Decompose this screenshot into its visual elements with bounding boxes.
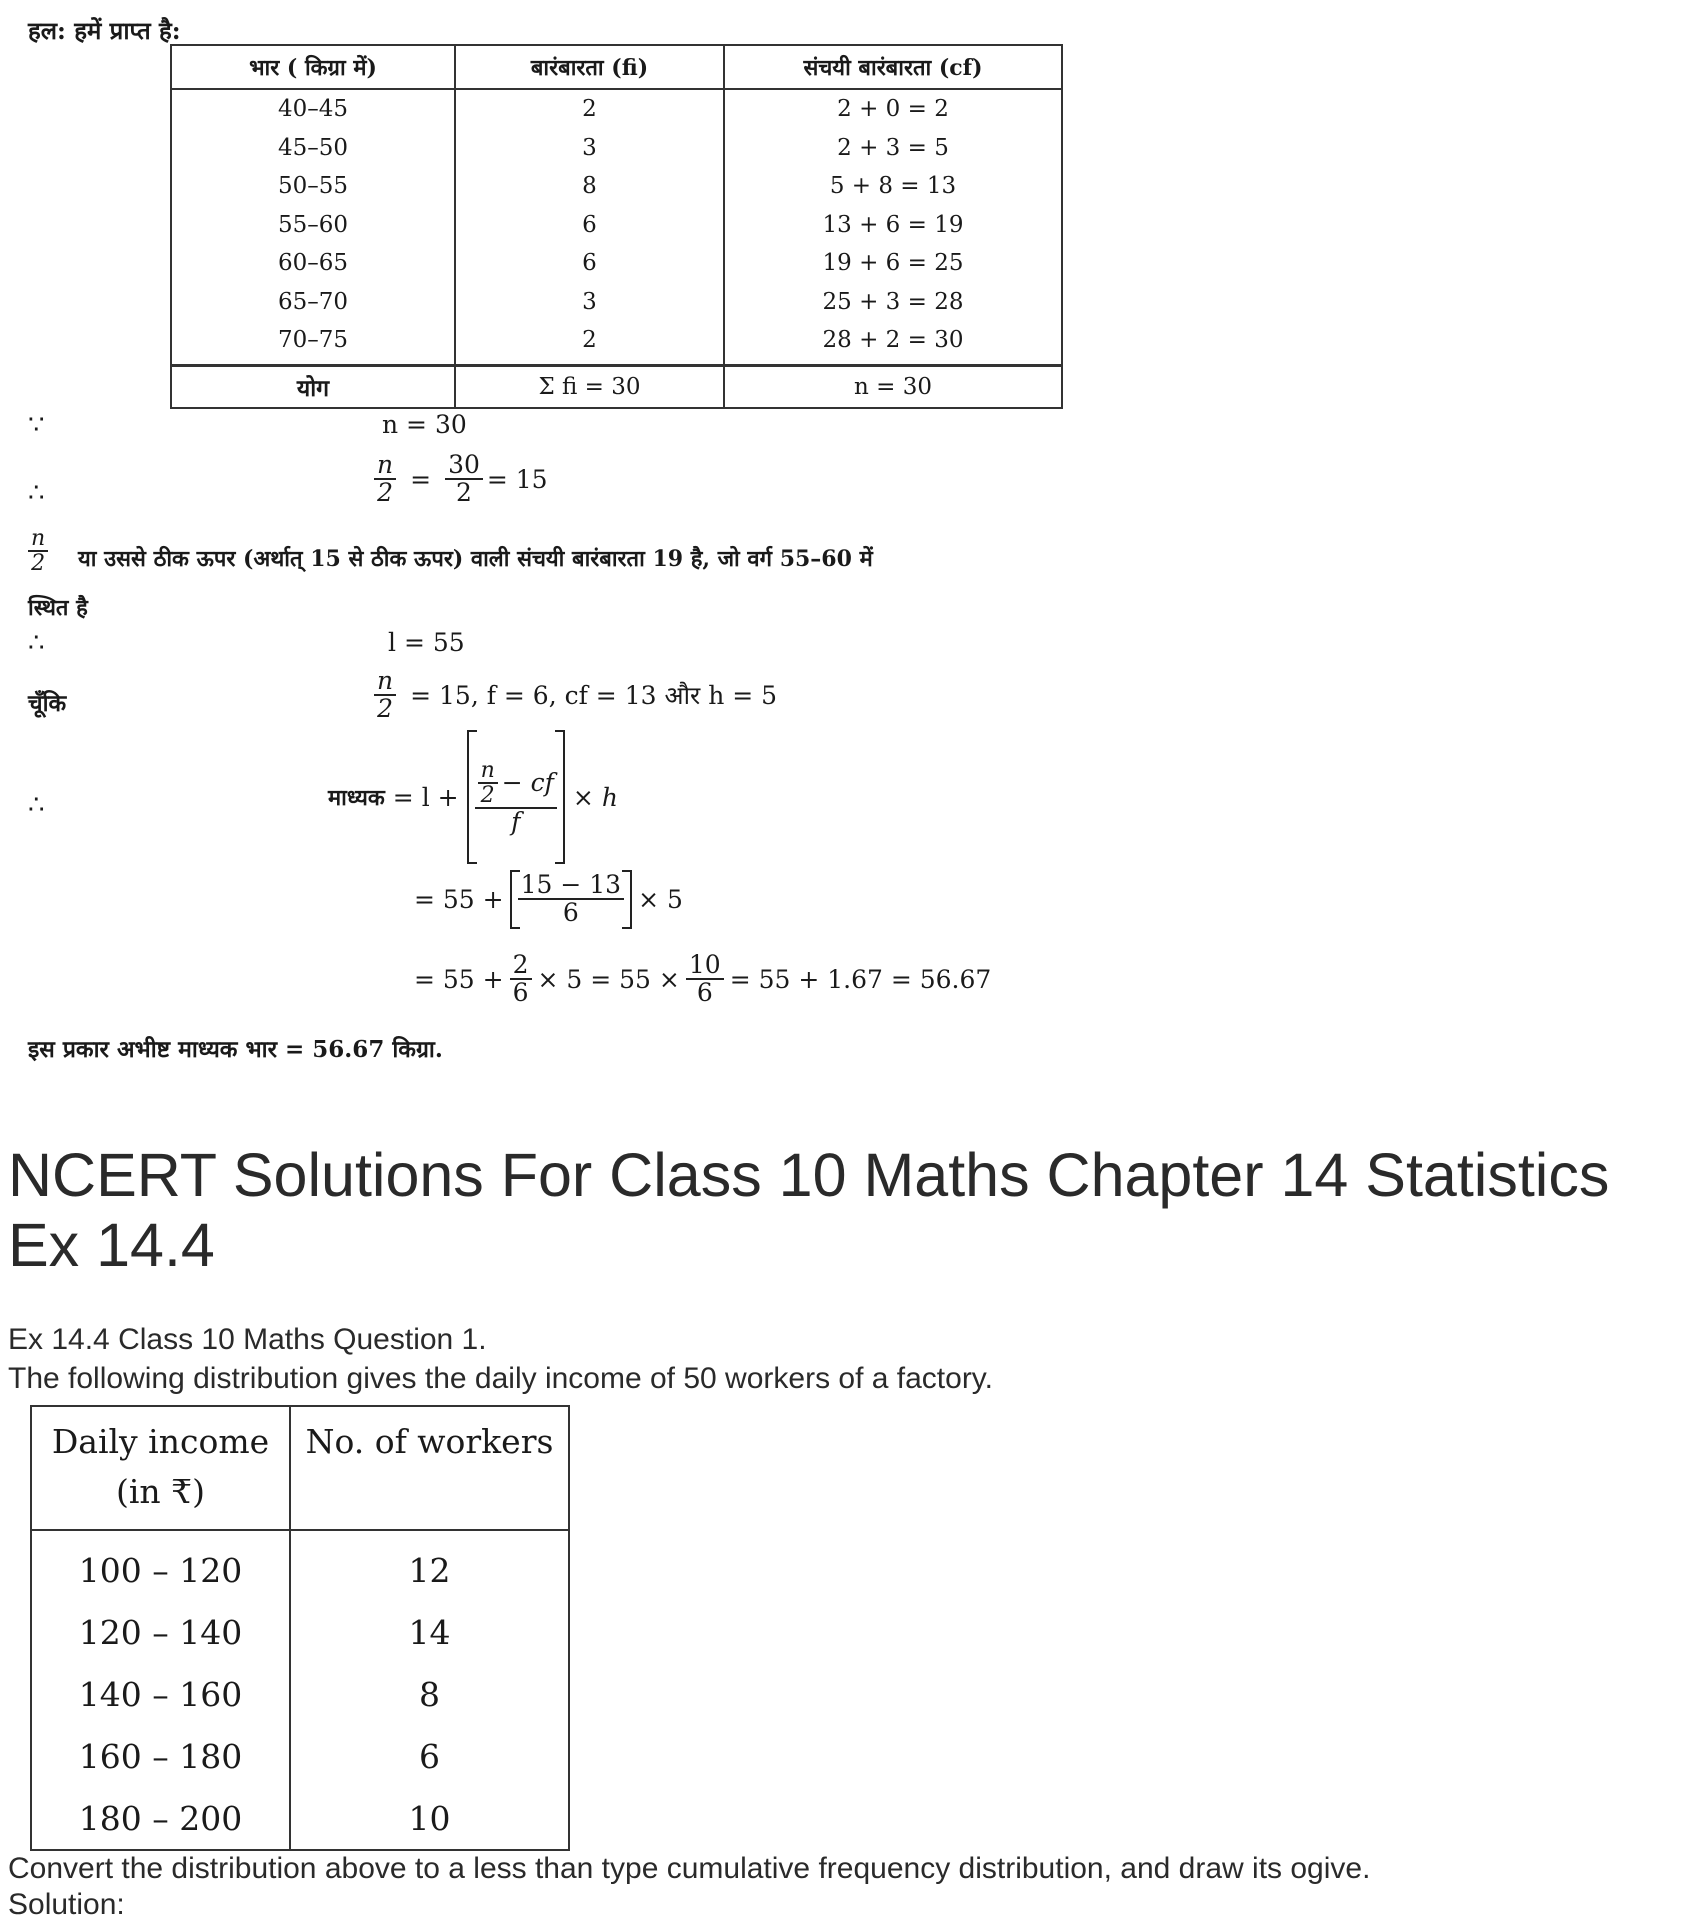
- cell-f: 2: [455, 89, 724, 129]
- explanation-line-1: या उससे ठीक ऊपर (अर्थात् 15 से ठीक ऊपर) वाली संचयी बारंबारता 19 है, जो वर्ग 55–60 में: [78, 546, 873, 572]
- cell-weight: 45–50: [171, 129, 455, 168]
- numerator: 30: [445, 452, 483, 480]
- cell-f: 2: [455, 321, 724, 365]
- table-row: [31, 1530, 569, 1601]
- step2-mid: × 5 = 55 ×: [537, 964, 680, 994]
- result-15: = 15: [486, 464, 548, 494]
- header-frequency: बारंबारता (fi): [455, 45, 724, 89]
- formula-numerator: [475, 759, 557, 809]
- cell-workers: 8: [290, 1663, 569, 1725]
- given-values: = 15, f = 6, cf = 13 और h = 5: [410, 681, 778, 711]
- cell-income: 100 – 120: [31, 1530, 290, 1601]
- cell-weight: 65–70: [171, 283, 455, 322]
- table-row: [171, 89, 1062, 129]
- median-step-2: [414, 952, 991, 1007]
- instruction-text: Convert the distribution above to a less than type cumulative frequency distribution, and draw its ogive.: [8, 1852, 1371, 1885]
- numerator: 2: [510, 952, 532, 980]
- cell-workers: 6: [290, 1725, 569, 1787]
- fraction-n-over-2: [374, 668, 396, 723]
- cell-f: 3: [455, 129, 724, 168]
- denominator: 2: [377, 478, 393, 508]
- fraction-n-over-2: [478, 759, 498, 807]
- table-header-row: [31, 1406, 569, 1530]
- cell-income: 120 – 140: [31, 1601, 290, 1663]
- median-word: माध्यक: [328, 785, 385, 811]
- therefore-symbol: ∴: [28, 790, 45, 820]
- table-row: [171, 244, 1062, 283]
- question-text: The following distribution gives the daily income of 50 workers of a factory.: [8, 1362, 993, 1395]
- explanation-line-2: स्थित है: [28, 595, 88, 621]
- denominator: 6: [696, 978, 713, 1008]
- cell-cf: 2 + 0 = 2: [724, 89, 1062, 129]
- total-label: योग: [171, 365, 455, 408]
- because-symbol: ∵: [28, 410, 45, 440]
- cell-weight: 70–75: [171, 321, 455, 365]
- median-formula: [328, 730, 618, 864]
- cell-income: 160 – 180: [31, 1725, 290, 1787]
- formula-fraction: [475, 759, 557, 835]
- table-row: [171, 206, 1062, 245]
- solution-label: Solution:: [8, 1888, 125, 1921]
- page-title: NCERT Solutions For Class 10 Maths Chapter 14 Statistics Ex 14.4: [8, 1141, 1610, 1279]
- numerator: n: [374, 452, 396, 480]
- therefore-symbol: ∴: [28, 478, 45, 508]
- fraction-30-over-2: [445, 452, 483, 507]
- question-label: Ex 14.4 Class 10 Maths Question 1.: [8, 1323, 487, 1356]
- l-plus: = l +: [392, 782, 459, 812]
- header-cumulative-frequency: संचयी बारंबारता (cf): [724, 45, 1062, 89]
- hindi-intro: हल: हमें प्राप्त है:: [28, 16, 181, 45]
- cell-workers: 14: [290, 1601, 569, 1663]
- cell-income: 140 – 160: [31, 1663, 290, 1725]
- cell-f: 3: [455, 283, 724, 322]
- table-row: [31, 1787, 569, 1850]
- table-total-row: [171, 365, 1062, 408]
- cell-f: 6: [455, 244, 724, 283]
- equals-sign: =: [410, 464, 432, 494]
- table-row: [171, 321, 1062, 365]
- denominator: 2: [480, 782, 495, 808]
- n-over-2-inline: [28, 527, 48, 575]
- numerator: n: [28, 527, 48, 552]
- table-row: [171, 129, 1062, 168]
- times-h: × h: [572, 782, 618, 812]
- fraction-n-over-2: [28, 527, 48, 575]
- fraction-2-over-6: [510, 952, 532, 1007]
- table-row: [171, 283, 1062, 322]
- table-row: [31, 1725, 569, 1787]
- therefore-symbol: ∴: [28, 628, 45, 658]
- since-word: चूँकि: [28, 690, 67, 717]
- cell-weight: 60–65: [171, 244, 455, 283]
- cell-weight: 40–45: [171, 89, 455, 129]
- step1-prefix: = 55 +: [414, 884, 504, 914]
- header-weight: भार ( किग्रा में): [171, 45, 455, 89]
- cell-cf: 5 + 8 = 13: [724, 167, 1062, 206]
- cell-workers: 10: [290, 1787, 569, 1850]
- denominator: 6: [562, 898, 579, 928]
- numerator: 15 − 13: [518, 872, 624, 900]
- table-row: [171, 167, 1062, 206]
- header-daily-income: Daily income (in ₹): [31, 1406, 290, 1530]
- total-n: n = 30: [724, 365, 1062, 408]
- cell-weight: 50–55: [171, 167, 455, 206]
- daily-income-table: [30, 1405, 570, 1851]
- minus-cf: − cf: [501, 767, 554, 797]
- step2-result: = 55 + 1.67 = 56.67: [729, 964, 992, 994]
- cell-weight: 55–60: [171, 206, 455, 245]
- numerator: n: [374, 668, 396, 696]
- step1-bracket: [510, 870, 632, 929]
- cell-f: 6: [455, 206, 724, 245]
- step1-suffix: × 5: [638, 884, 683, 914]
- denominator: 6: [512, 978, 529, 1008]
- l-equation: l = 55: [388, 628, 465, 657]
- cell-income: 180 – 200: [31, 1787, 290, 1850]
- cell-workers: 12: [290, 1530, 569, 1601]
- header-workers: No. of workers: [290, 1406, 569, 1530]
- cell-cf: 2 + 3 = 5: [724, 129, 1062, 168]
- half-n-equation: [374, 452, 548, 507]
- table-row: [31, 1663, 569, 1725]
- cell-cf: 28 + 2 = 30: [724, 321, 1062, 365]
- cell-cf: 13 + 6 = 19: [724, 206, 1062, 245]
- n-equation: n = 30: [382, 410, 467, 439]
- conclusion: इस प्रकार अभीष्ट माध्यक भार = 56.67 किग्रा.: [28, 1036, 443, 1063]
- table-row: [31, 1601, 569, 1663]
- denominator: 2: [456, 478, 472, 508]
- denominator: 2: [377, 694, 393, 724]
- median-step-1: [414, 870, 683, 929]
- step1-fraction: [518, 872, 624, 927]
- denominator: 2: [31, 551, 46, 577]
- cell-f: 8: [455, 167, 724, 206]
- fraction-10-over-6: [686, 952, 724, 1007]
- weight-frequency-table: [170, 44, 1063, 409]
- table-header-row: [171, 45, 1062, 89]
- numerator: 10: [686, 952, 724, 980]
- fraction-n-over-2: [374, 452, 396, 507]
- cell-cf: 25 + 3 = 28: [724, 283, 1062, 322]
- cell-cf: 19 + 6 = 25: [724, 244, 1062, 283]
- total-sum-f: Σ fi = 30: [455, 365, 724, 408]
- numerator: n: [478, 759, 498, 784]
- since-values: [374, 668, 777, 723]
- step2-prefix: = 55 +: [414, 964, 504, 994]
- formula-bracket: [467, 730, 565, 864]
- formula-denominator: f: [511, 806, 521, 836]
